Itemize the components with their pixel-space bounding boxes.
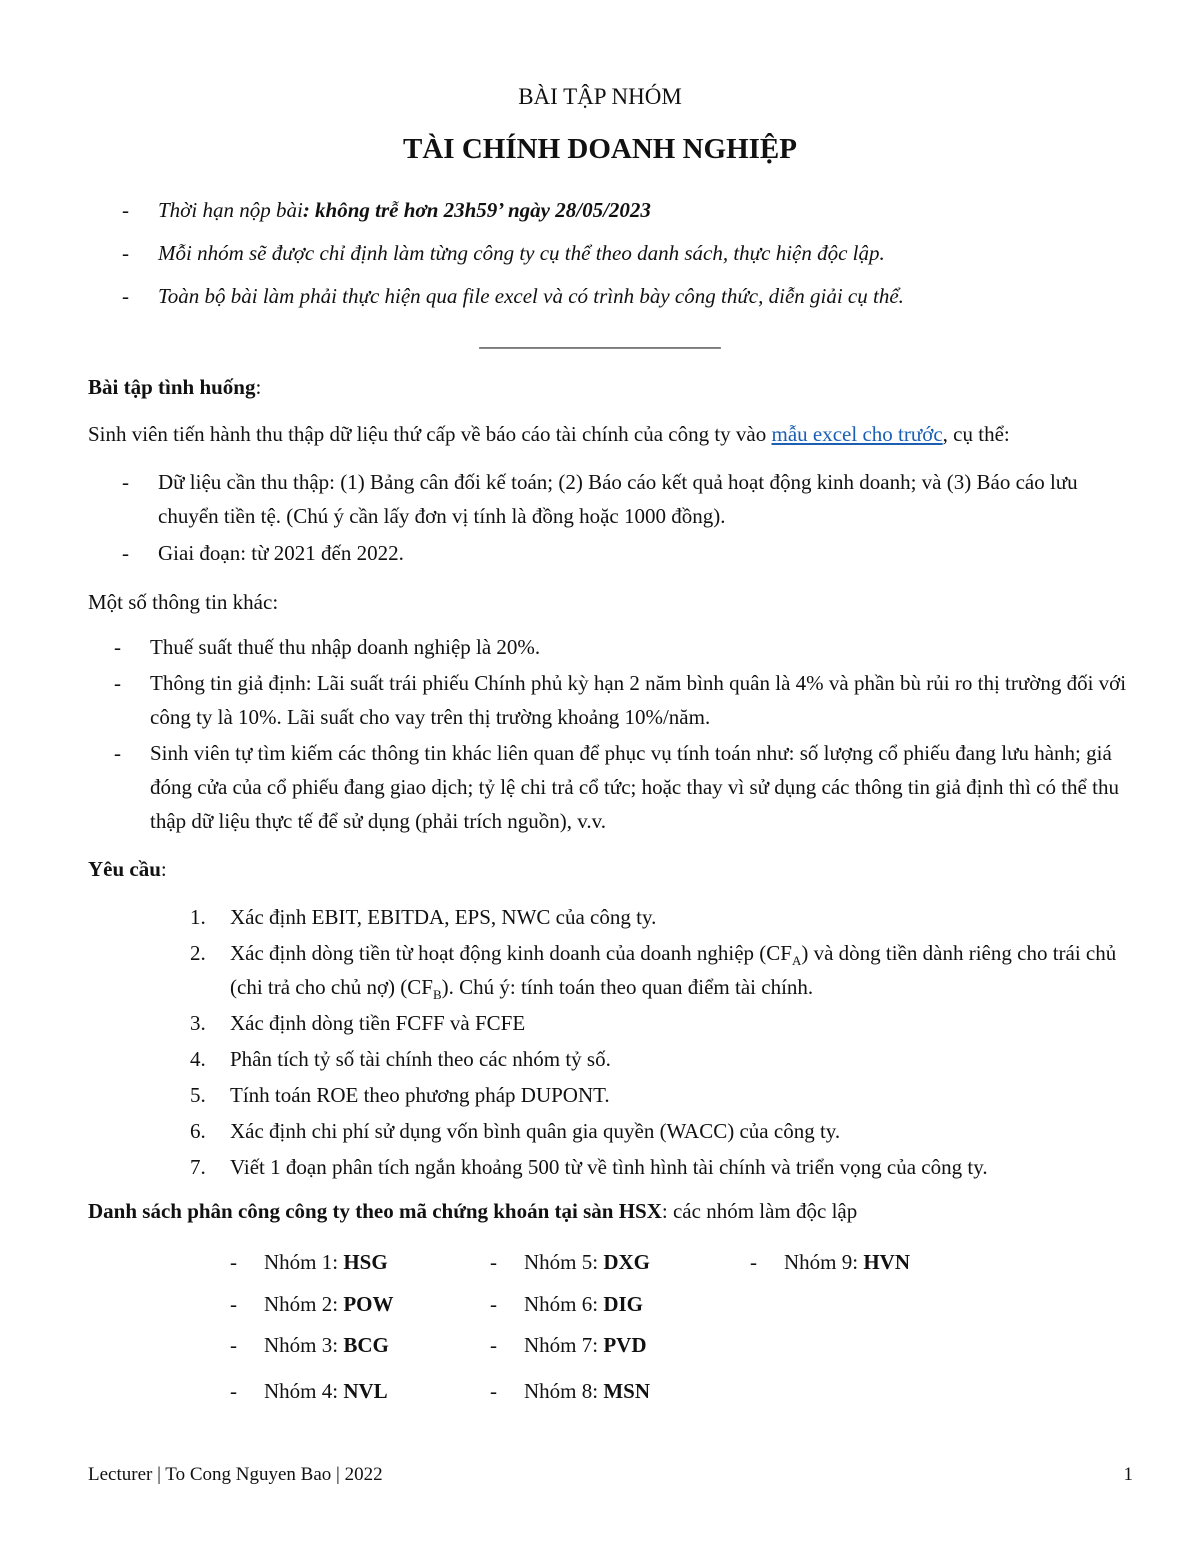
list-item: - Mỗi nhóm sẽ được chỉ định làm từng công ty cụ thể theo danh sách, thực hiện độc lập. <box>120 232 1130 275</box>
list-item: - Sinh viên tự tìm kiếm các thông tin khác liên quan để phục vụ tính toán như: số lượng cổ phiếu đang lưu hành; giá đóng cửa của cổ phiếu đang giao dịch; tỷ lệ chi trả cổ tức; hoặc thay vì sử dụng các thông tin giả định thì có thể thu thập dữ liệu thực tế để sử dụng (phải trích nguồn), v.v. <box>112 736 1132 838</box>
item-text-c: ). Chú ý: tính toán theo quan điểm tài chính. <box>441 975 814 999</box>
requirements-heading-colon: : <box>160 857 167 881</box>
group-label: Nhóm 6: <box>524 1292 604 1316</box>
list-item <box>190 1042 1135 1076</box>
group-label: Nhóm 4: <box>264 1379 344 1403</box>
doc-title-line1: BÀI TẬP NHÓM <box>518 84 682 109</box>
list-item: - Dữ liệu cần thu thập: (1) Bảng cân đối kế toán; (2) Báo cáo kết quả hoạt động kinh doanh; và (3) Báo cáo lưu chuyển tiền tệ. (Chú ý cần lấy đơn vị tính là đồng hoặc 1000 đồng). <box>120 465 1130 533</box>
stock-code: POW <box>343 1292 394 1316</box>
list-item <box>190 1114 1135 1148</box>
subscript-a: A <box>791 953 802 969</box>
list-item <box>190 936 1135 1004</box>
item-text: Xác định chi phí sử dụng vốn bình quân gia quyền (WACC) của công ty. <box>230 1119 841 1143</box>
page-number: 1 <box>1123 1464 1133 1485</box>
item-number: 1. <box>190 905 206 929</box>
item-number: 7. <box>190 1155 206 1179</box>
list-item: - Nhóm 3: BCG <box>230 1333 389 1357</box>
list-item: - Giai đoạn: từ 2021 đến 2022. <box>120 536 1130 570</box>
item-text: Xác định dòng tiền FCFF và FCFE <box>230 1011 526 1035</box>
separator-line: _______________________ <box>479 327 721 351</box>
stock-code: MSN <box>603 1379 651 1403</box>
list-item: - Nhóm 2: POW <box>230 1292 394 1316</box>
group-label: Nhóm 2: <box>264 1292 344 1316</box>
list-item: - Nhóm 1: HSG <box>230 1250 388 1274</box>
stock-code: DXG <box>603 1250 651 1274</box>
requirements-heading <box>88 852 1133 886</box>
stock-code: PVD <box>603 1333 647 1357</box>
item-text-b: ) và dòng tiền dành riêng cho trái chủ (chi trả cho chủ nợ) (CF <box>230 941 1117 999</box>
case-heading <box>88 370 1133 404</box>
case-intro <box>88 417 1133 451</box>
group-label: Nhóm 8: <box>524 1379 604 1403</box>
case-heading-text: Bài tập tình huống <box>88 375 256 399</box>
case-intro-after: , cụ thể: <box>942 422 1010 446</box>
group-label: Nhóm 5: <box>524 1250 604 1274</box>
list-item: - Thông tin giả định: Lãi suất trái phiếu Chính phủ kỳ hạn 2 năm bình quân là 4% và phần bù rủi ro thị trường đối với công ty là 10%. Lãi suất cho vay trên thị trường khoảng 10%/năm. <box>112 666 1132 734</box>
item-text: Phân tích tỷ số tài chính theo các nhóm tỷ số. <box>230 1047 611 1071</box>
group-label: Nhóm 7: <box>524 1333 604 1357</box>
requirements-heading-text: Yêu cầu <box>88 857 161 881</box>
item-text: Tính toán ROE theo phương pháp DUPONT. <box>230 1083 610 1107</box>
list-item <box>190 900 1135 934</box>
subscript-b: B <box>432 987 442 1003</box>
list-item: - Thuế suất thuế thu nhập doanh nghiệp là 20%. <box>112 630 1132 664</box>
other-info-heading: Một số thông tin khác: <box>88 590 279 614</box>
group-label: Nhóm 9: <box>784 1250 864 1274</box>
item-number: 2. <box>190 941 206 965</box>
item-text-a: Xác định dòng tiền từ hoạt động kinh doanh của doanh nghiệp (CF <box>230 941 792 965</box>
list-item: - Nhóm 7: PVD <box>490 1333 647 1357</box>
instructions-list <box>120 189 1130 318</box>
doc-title-line2: TÀI CHÍNH DOANH NGHIỆP <box>403 133 797 165</box>
case-list <box>120 465 1130 570</box>
list-item <box>190 1078 1135 1112</box>
list-item: - Nhóm 5: DXG <box>490 1250 651 1274</box>
item-text: Xác định EBIT, EBITDA, EPS, NWC của công ty. <box>230 905 657 929</box>
list-item <box>190 1150 1135 1184</box>
item-number: 3. <box>190 1011 206 1035</box>
item-text: Viết 1 đoạn phân tích ngắn khoảng 500 từ về tình hình tài chính và triển vọng của công ty. <box>230 1155 988 1179</box>
stock-code: BCG <box>343 1333 389 1357</box>
group-label: Nhóm 3: <box>264 1333 344 1357</box>
assignment-heading <box>88 1194 1133 1228</box>
assignment-heading-after: : các nhóm làm độc lập <box>661 1199 858 1223</box>
assignment-heading-text: Danh sách phân công công ty theo mã chứng khoán tại sàn HSX <box>88 1199 662 1223</box>
case-intro-before: Sinh viên tiến hành thu thập dữ liệu thứ cấp về báo cáo tài chính của công ty vào <box>88 422 772 446</box>
list-item: - Nhóm 6: DIG <box>490 1292 644 1316</box>
case-heading-colon: : <box>255 375 262 399</box>
page-footer <box>88 1458 1133 1492</box>
group-label: Nhóm 1: <box>264 1250 344 1274</box>
requirements-list <box>190 900 1135 1184</box>
footer-lecturer: Lecturer | To Cong Nguyen Bao | 2022 <box>88 1464 383 1485</box>
stock-code: NVL <box>343 1379 388 1403</box>
list-item <box>190 1006 1135 1040</box>
other-info-list <box>112 630 1132 838</box>
stock-code: HSG <box>343 1250 388 1274</box>
excel-template-link[interactable]: mẫu excel cho trước <box>771 422 943 446</box>
deadline-label: Thời hạn nộp bài <box>158 198 303 222</box>
item-number: 6. <box>190 1119 206 1143</box>
list-item <box>120 189 1130 232</box>
item-number: 4. <box>190 1047 206 1071</box>
item-number: 5. <box>190 1083 206 1107</box>
list-item: - Nhóm 9: HVN <box>750 1250 911 1274</box>
list-item: - Nhóm 4: NVL <box>230 1379 388 1403</box>
deadline-value: : không trễ hơn 23h59’ ngày 28/05/2023 <box>302 198 651 222</box>
list-item: - Toàn bộ bài làm phải thực hiện qua file excel và có trình bày công thức, diễn giải cụ thể. <box>120 275 1130 318</box>
stock-code: DIG <box>603 1292 644 1316</box>
stock-code: HVN <box>863 1250 911 1274</box>
list-item: - Nhóm 8: MSN <box>490 1379 651 1403</box>
